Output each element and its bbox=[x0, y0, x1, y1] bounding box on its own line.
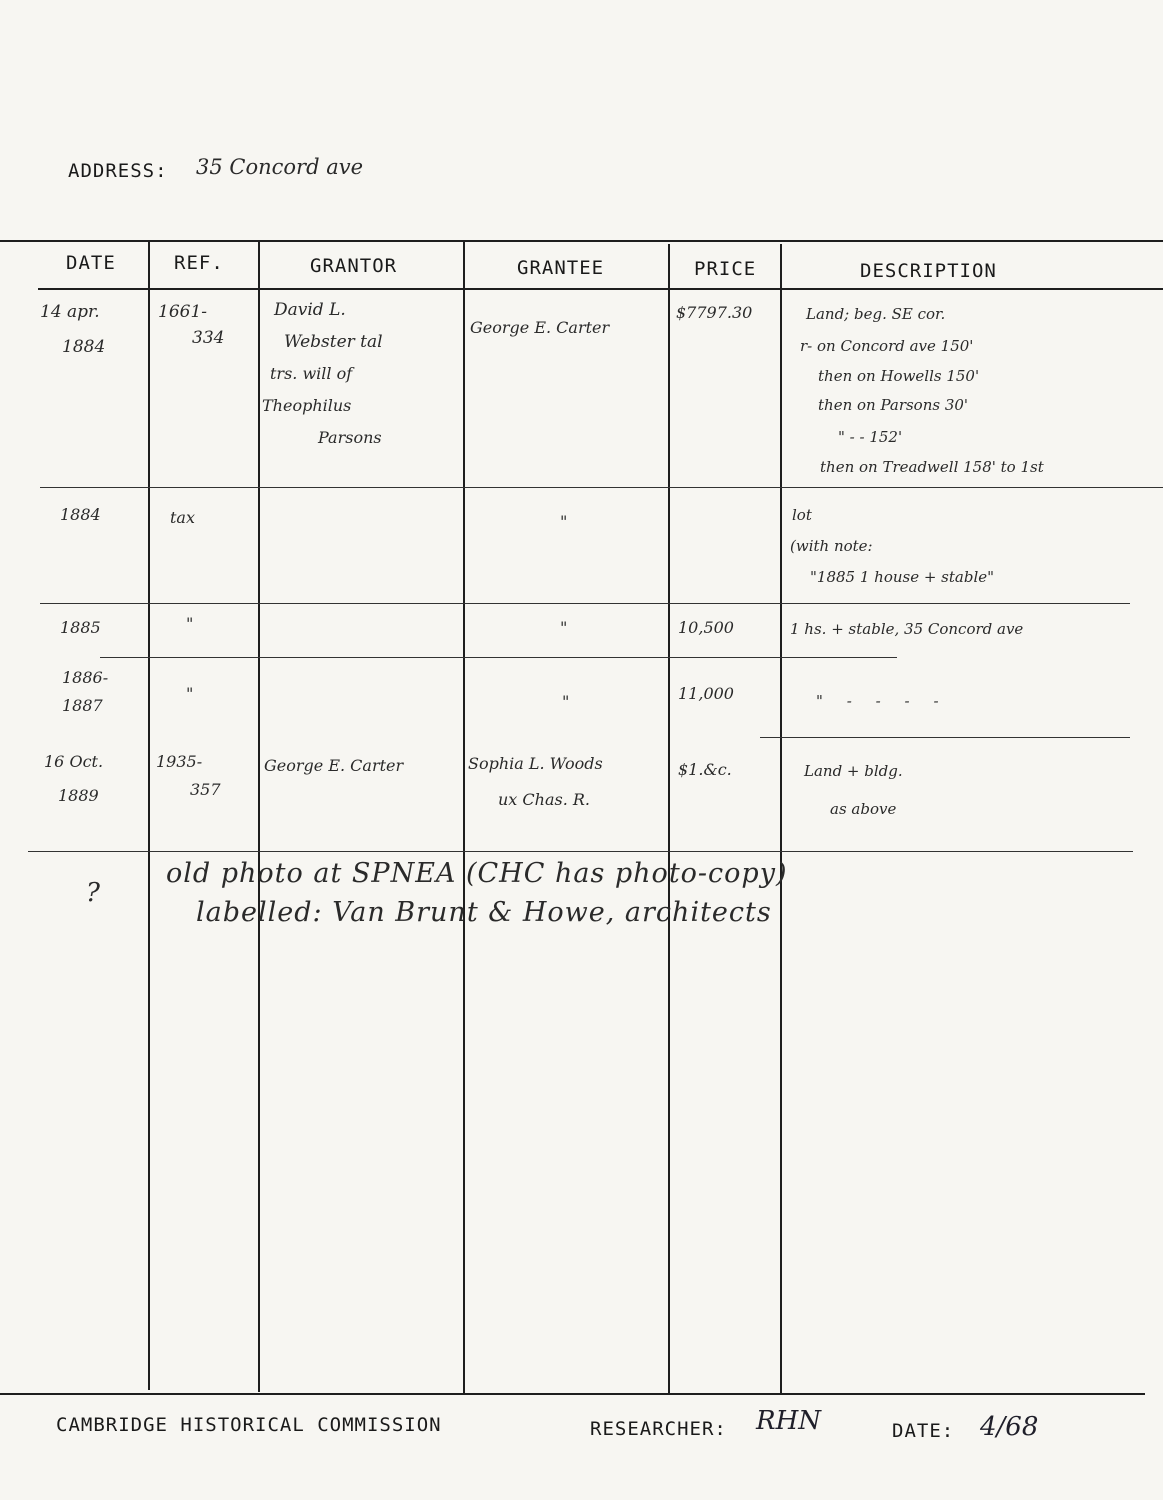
researcher-label: RESEARCHER: bbox=[590, 1418, 727, 1440]
entry-date: 14 apr. bbox=[40, 302, 100, 322]
entry-description: then on Howells 150' bbox=[818, 367, 980, 385]
table-top-rule bbox=[0, 240, 1163, 242]
entry-grantee: " bbox=[560, 512, 568, 531]
column-header-grantor: GRANTOR bbox=[310, 255, 398, 277]
entry-price: 11,000 bbox=[678, 684, 734, 703]
entry-description: lot bbox=[792, 506, 812, 524]
row-separator bbox=[100, 657, 897, 658]
row-separator bbox=[28, 851, 1133, 852]
entry-date: 1884 bbox=[62, 337, 106, 357]
header-bottom-rule bbox=[38, 288, 1163, 290]
entry-date: 1886- bbox=[62, 668, 109, 687]
entry-description: " - - 152' bbox=[838, 428, 903, 446]
address-value: 35 Concord ave bbox=[196, 155, 364, 179]
entry-description: then on Treadwell 158' to 1st bbox=[820, 458, 1044, 476]
entry-ref: 1935- bbox=[156, 752, 203, 771]
entry-description: " - - - - bbox=[816, 692, 939, 710]
entry-date: 1885 bbox=[60, 618, 101, 637]
col-divider-ref bbox=[258, 240, 260, 1392]
entry-date: 1887 bbox=[62, 696, 103, 715]
entry-description: (with note: bbox=[790, 537, 873, 555]
entry-description: as above bbox=[830, 800, 897, 818]
column-header-price: PRICE bbox=[694, 258, 757, 280]
entry-date: 1889 bbox=[58, 786, 99, 805]
entry-ref: " bbox=[186, 614, 194, 633]
entry-ref: 1661- bbox=[158, 302, 208, 322]
footer-rule bbox=[0, 1393, 1145, 1395]
entry-description: Land + bldg. bbox=[804, 762, 903, 780]
entry-grantor: George E. Carter bbox=[264, 756, 404, 775]
address-label: ADDRESS: bbox=[68, 160, 168, 182]
entry-ref: tax bbox=[170, 508, 195, 527]
note-line: old photo at SPNEA (CHC has photo-copy) bbox=[166, 858, 788, 889]
col-divider-price bbox=[780, 244, 782, 1394]
entry-grantee: " bbox=[560, 618, 568, 637]
entry-grantor: Webster tal bbox=[284, 332, 383, 352]
column-header-date: DATE bbox=[66, 252, 116, 274]
entry-grantor: Theophilus bbox=[262, 396, 352, 415]
row-separator bbox=[40, 487, 1163, 488]
question-mark: ? bbox=[86, 878, 100, 908]
col-divider-date bbox=[148, 240, 150, 1390]
row-separator bbox=[760, 737, 1130, 738]
entry-grantee: ux Chas. R. bbox=[498, 790, 591, 809]
entry-grantee: Sophia L. Woods bbox=[468, 754, 603, 773]
row-separator bbox=[40, 603, 1130, 604]
entry-grantor: David L. bbox=[274, 300, 346, 320]
entry-grantee: " bbox=[562, 692, 570, 711]
column-header-grantee: GRANTEE bbox=[517, 257, 605, 279]
entry-ref: 357 bbox=[190, 780, 221, 799]
entry-date: 16 Oct. bbox=[44, 752, 104, 771]
entry-date: 1884 bbox=[60, 505, 101, 524]
column-header-ref: REF. bbox=[174, 252, 224, 274]
column-header-description: DESCRIPTION bbox=[860, 260, 997, 282]
col-divider-grantor bbox=[463, 240, 465, 1394]
entry-price: $7797.30 bbox=[676, 303, 753, 322]
note-line: labelled: Van Brunt & Howe, architects bbox=[196, 897, 772, 928]
researcher-value: RHN bbox=[756, 1406, 821, 1436]
commission-name: CAMBRIDGE HISTORICAL COMMISSION bbox=[56, 1414, 442, 1436]
entry-price: $1.&c. bbox=[678, 760, 732, 779]
date-label: DATE: bbox=[892, 1420, 955, 1442]
entry-price: 10,500 bbox=[678, 618, 734, 637]
entry-description: 1 hs. + stable, 35 Concord ave bbox=[790, 620, 1024, 638]
date-value: 4/68 bbox=[980, 1412, 1039, 1442]
col-divider-grantee bbox=[668, 244, 670, 1394]
entry-ref: 334 bbox=[192, 328, 225, 348]
entry-ref: " bbox=[186, 684, 194, 703]
entry-grantee: George E. Carter bbox=[470, 318, 610, 337]
entry-description: "1885 1 house + stable" bbox=[810, 568, 995, 586]
entry-description: r- on Concord ave 150' bbox=[800, 337, 974, 355]
entry-description: Land; beg. SE cor. bbox=[806, 305, 946, 323]
entry-description: then on Parsons 30' bbox=[818, 396, 969, 414]
entry-grantor: Parsons bbox=[318, 428, 382, 447]
entry-grantor: trs. will of bbox=[270, 364, 353, 383]
